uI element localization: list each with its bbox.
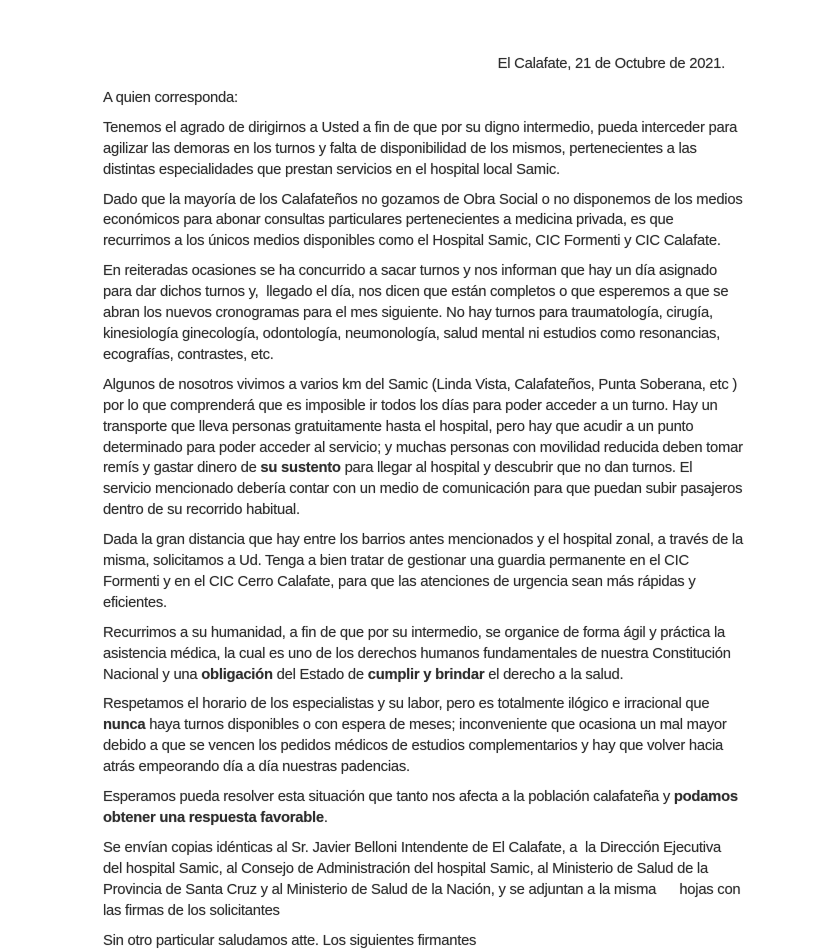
body-text: para llegar al hospital y descubrir que no dan turnos. El servicio mencionado debería contar con un medio de comunicación para que puedan subir pasajeros dentro de su recorrido habitual. [103,460,747,519]
body-text: Se envían copias idénticas al Sr. Javier Belloni Intendente de El Calafate, a la Dirección Ejecutiva del hospital Samic, al Consejo de Administración del hospital Samic, al Ministerio de Salud de la Provincia de Santa Cruz y al Ministerio de Salud de la Nación, y se adjuntan a la misma hojas con las firmas de los solicitantes [103,839,745,919]
paragraph [103,838,743,922]
body-text: Dada la gran distancia que hay entre los barrios antes mencionados y el hospital zonal, a través de la misma, solicitamos a Ud. Tenga a bien tratar de gestionar una guardia permanente en el CIC Formenti y en el CIC Cerro Calafate, para que las atenciones de urgencia sean más rápidas y eficientes. [103,532,747,611]
body-text: del Estado de [272,666,368,683]
body-text: Tenemos el agrado de dirigirnos a Usted a fin de que por su digno intermedio, pueda interceder para agilizar las demoras en los turnos y falta de disponibilidad de los mismos, pertenecientes a las distintas especialidades que prestan servicios en el hospital local Samic. [103,119,741,178]
paragraph [103,375,747,521]
salutation: A quien corresponda: [103,89,238,106]
letter-body [103,118,747,951]
bold-text: obligación [201,666,273,683]
body-text: Esperamos pueda resolver esta situación que tanto nos afecta a la población calafateña y [103,789,674,806]
bold-text: cumplir y brindar [367,666,485,683]
paragraph [103,530,747,614]
bold-text: su sustento [260,460,341,477]
date-line: El Calafate, 21 de Octubre de 2021. [497,56,725,72]
paragraph [103,190,747,253]
letter-content [103,54,747,951]
body-text: Algunos de nosotros vivimos a varios km del Samic (Linda Vista, Calafateños, Punta Soberana, etc ) por lo que comprenderá que es imposible ir todos los días para poder acceder a un turno. Hay un transporte que lleva personas gratuitamente hasta el hospital, pero hay que acudir a un punto determinado para poder acceder al servicio; y muchas personas con movilidad reducida deben tomar remís y gastar dinero de [103,376,747,477]
body-text: Sin otro particular saludamos atte. Los siguientes firmantes [103,932,477,949]
body-text: Recurrimos a su humanidad, a fin de que por su intermedio, se organice de forma ágil y práctica la asistencia médica, la cual es uno de los derechos humanos fundamentales de nuestra Constitución Nacional y una [103,624,735,683]
body-text: Respetamos el horario de los especialistas y su labor, pero es totalmente ilógico e irracional que [103,696,714,713]
body-text: . [323,810,328,826]
paragraph [103,694,743,778]
paragraph [103,787,743,829]
body-text: haya turnos disponibles o con espera de meses; inconveniente que ocasiona un mal mayor debido a que se vencen los pedidos médicos de estudios complementarios y hay que volver hacia atrás empeorando día a día nuestras padencias. [103,717,731,776]
paragraph [103,261,743,366]
paragraph [103,931,743,951]
paragraph [103,623,743,686]
bold-text: nunca [103,717,146,734]
paragraph [103,118,743,181]
bold-text: podamos obtener una respuesta favorable [103,789,742,826]
body-text: el derecho a la salud. [484,666,624,683]
body-text: Dado que la mayoría de los Calafateños no gozamos de Obra Social o no disponemos de los medios económicos para abonar consultas particulares pertenecientes a medicina privada, es que recurrimos a los únicos medios disponibles como el Hospital Samic, CIC Formenti y CIC Calafate. [103,191,747,250]
body-text: En reiteradas ocasiones se ha concurrido a sacar turnos y nos informan que hay un día asignado para dar dichos turnos y, llegado el día, nos dicen que están completos o que esperemos a que se abran los nuevos cronogramas para el mes siguiente. No hay turnos para traumatología, cirugía, kinesiología ginecología, odontología, neumonología, salud mental ni estudios como resonancias, ecografías, contrastes, etc. [103,263,733,363]
